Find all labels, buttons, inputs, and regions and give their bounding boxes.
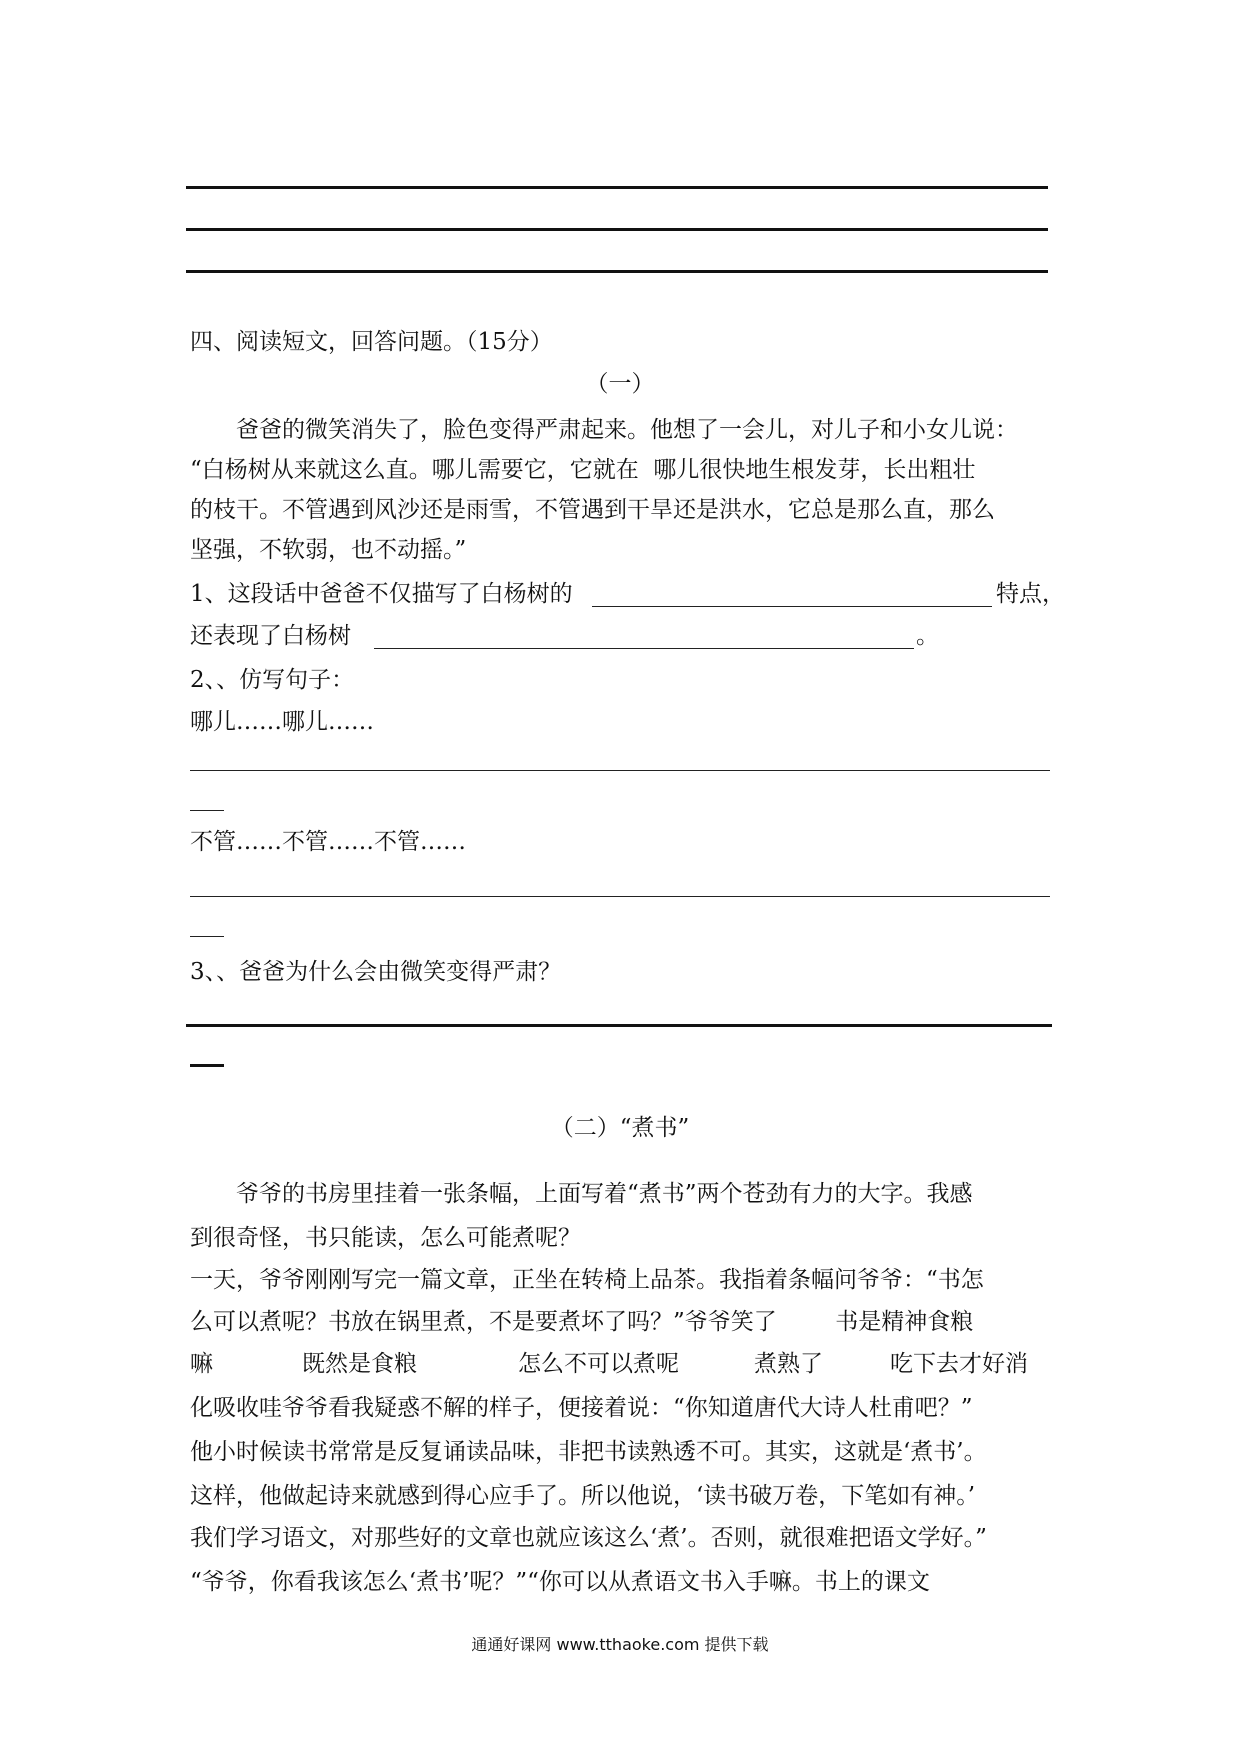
question-2-pattern-1: 哪儿……哪儿……	[190, 709, 374, 735]
question-2-answer-line-1[interactable]	[190, 770, 1050, 771]
part2-line-1: 爷爷的书房里挂着一张条幅，上面写着“煮书”两个苍劲有力的大字。我感	[190, 1181, 973, 1207]
part2-line-9: 我们学习语文，对那些好的文章也就应该这么‘煮’。否则，就很难把语文学好。”	[190, 1525, 987, 1551]
part2-line-3: 一天，爷爷刚刚写完一篇文章，正坐在转椅上品茶。我指着条幅问爷爷：“书怎	[190, 1267, 984, 1293]
question-3-answer-line-tail	[190, 1064, 224, 1067]
part1-paragraph-line-1: 爸爸的微笑消失了，脸色变得严肃起来。他想了一会儿，对儿子和小女儿说：	[190, 417, 1018, 443]
question-1-line-2-end: 。	[916, 623, 939, 649]
question-1-blank-1[interactable]	[592, 606, 992, 607]
answer-line-3	[186, 270, 1048, 273]
question-1-blank-2[interactable]	[374, 648, 914, 649]
answer-line-2	[186, 228, 1048, 231]
part2-line-5-seg-1: 嘛	[190, 1351, 213, 1377]
part2-line-10: “爷爷，你看我该怎么‘煮书’呢？”“你可以从煮语文书入手嘛。书上的课文	[190, 1569, 930, 1595]
part2-line-5	[190, 1348, 1050, 1380]
part1-paragraph-line-2: “白杨树从来就这么直。哪儿需要它，它就在 哪儿很快地生根发芽，长出粗壮	[190, 457, 976, 483]
part2-line-7: 他小时候读书常常是反复诵读品味，非把书读熟透不可。其实，这就是‘煮书’。	[190, 1439, 987, 1465]
part2-line-2: 到很奇怪，书只能读，怎么可能煮呢？	[190, 1225, 581, 1251]
part2-line-5-seg-4: 煮熟了	[754, 1351, 823, 1377]
question-2-pattern-2: 不管……不管……不管……	[190, 829, 466, 855]
part2-line-5-seg-3: 怎么不可以煮呢	[518, 1351, 679, 1377]
answer-line-1	[186, 186, 1048, 189]
question-2-answer-line-2-tail	[190, 936, 224, 937]
part1-paragraph-line-4: 坚强，不软弱，也不动摇。”	[190, 537, 467, 563]
question-2-prompt: 2、、仿写句子：	[190, 667, 355, 693]
question-3-answer-line[interactable]	[186, 1024, 1052, 1027]
part2-line-4: 么可以煮呢？书放在锅里煮，不是要煮坏了吗？”爷爷笑了 书是精神食粮	[190, 1309, 974, 1335]
part2-line-6: 化吸收哇爷爷看我疑惑不解的样子，便接着说：“你知道唐代大诗人杜甫吧？”	[190, 1395, 973, 1421]
question-1-line-2: 还表现了白杨树	[190, 623, 359, 649]
part2-line-5-seg-2: 既然是食粮	[302, 1351, 417, 1377]
question-3-prompt: 3、、爸爸为什么会由微笑变得严肃？	[190, 959, 562, 985]
part1-title: （一）	[585, 371, 655, 397]
question-2-answer-line-2[interactable]	[190, 896, 1050, 897]
question-1-line-1-end: 特点，	[996, 581, 1065, 607]
question-2-answer-line-1-tail	[190, 810, 224, 811]
part1-paragraph-line-3: 的枝干。不管遇到风沙还是雨雪，不管遇到干旱还是洪水，它总是那么直，那么	[190, 497, 995, 523]
part2-line-5-seg-5: 吃下去才好消	[890, 1351, 1028, 1377]
section-heading: 四、阅读短文，回答问题。（15分）	[190, 329, 553, 355]
part2-line-8: 这样，他做起诗来就感到得心应手了。所以他说，‘读书破万卷，下笔如有神。’	[190, 1483, 976, 1509]
download-footer: 通通好课网 www.tthaoke.com 提供下载	[471, 1635, 769, 1654]
part2-title: （二）“煮书”	[550, 1115, 690, 1141]
question-1-line-1: 1、这段话中爸爸不仅描写了白杨树的	[190, 581, 573, 607]
